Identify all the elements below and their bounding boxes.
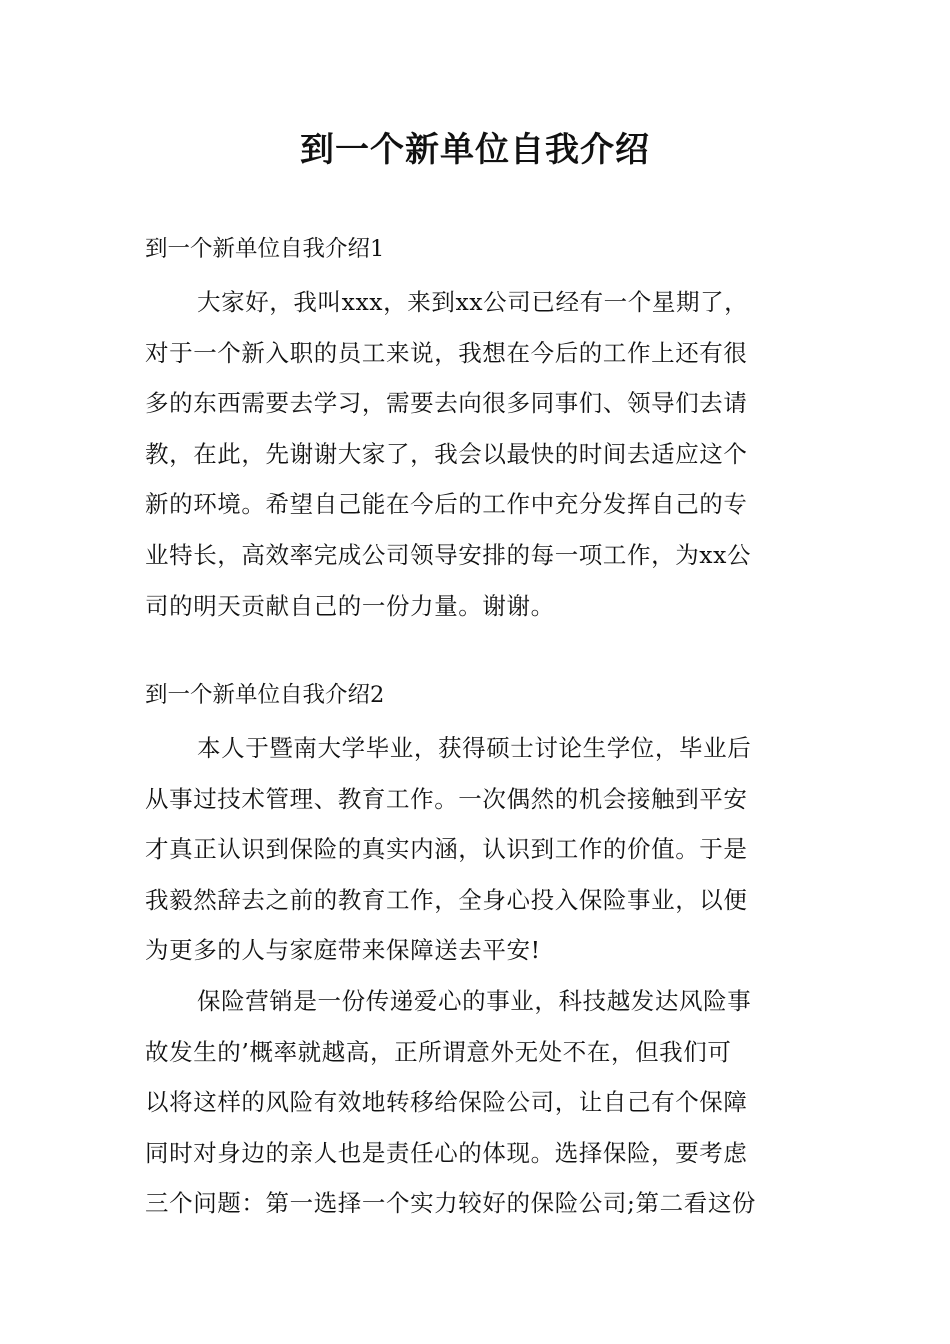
paragraph-line: 本人于暨南大学毕业，获得硕士讨论生学位，毕业后 bbox=[197, 734, 752, 762]
paragraph bbox=[145, 976, 810, 1229]
paragraph-line: 保险营销是一份传递爱心的事业，科技越发达风险事 bbox=[197, 986, 752, 1015]
paragraph bbox=[145, 723, 810, 976]
paragraph-line: 从事过技术管理、教育工作。一次偶然的机会接触到平安 bbox=[145, 784, 748, 813]
paragraph-line: 为更多的人与家庭带来保障送去平安! bbox=[145, 936, 541, 965]
paragraph bbox=[145, 277, 810, 631]
paragraph-line: 故发生的’概率就越高，正所谓意外无处不在，但我们可 bbox=[145, 1037, 732, 1066]
document-title: 到一个新单位自我介绍 bbox=[300, 130, 650, 170]
paragraph-line: 大家好，我叫xxx，来到xx公司已经有一个星期了， bbox=[197, 288, 749, 316]
section-1 bbox=[145, 229, 810, 631]
section-heading: 到一个新单位自我介绍2 bbox=[145, 682, 385, 708]
paragraph-line: 业特长，高效率完成公司领导安排的每一项工作，为xx公 bbox=[145, 540, 752, 569]
paragraph-line: 三个问题：第一选择一个实力较好的保险公司;第二看这份 bbox=[145, 1189, 757, 1218]
paragraph-line: 同时对身边的亲人也是责任心的体现。选择保险，要考虑 bbox=[145, 1138, 748, 1167]
paragraph-line: 司的明天贡献自己的一份力量。谢谢。 bbox=[145, 591, 555, 620]
paragraph-line: 以将这样的风险有效地转移给保险公司，让自己有个保障 bbox=[145, 1088, 748, 1117]
paragraph-line: 新的环境。希望自己能在今后的工作中充分发挥自己的专 bbox=[145, 490, 748, 519]
paragraph-line: 教，在此，先谢谢大家了，我会以最快的时间去适应这个 bbox=[145, 439, 748, 468]
paragraph-line: 才真正认识到保险的真实内涵，认识到工作的价值。于是 bbox=[145, 835, 748, 864]
section-2 bbox=[145, 675, 810, 1229]
paragraph-line: 对于一个新入职的员工来说，我想在今后的工作上还有很 bbox=[145, 338, 748, 367]
paragraph-line: 多的东西需要去学习，需要去向很多同事们、领导们去请 bbox=[145, 389, 748, 418]
paragraph-line: 我毅然辞去之前的教育工作，全身心投入保险事业，以便 bbox=[145, 885, 748, 914]
section-heading: 到一个新单位自我介绍1 bbox=[145, 236, 385, 262]
